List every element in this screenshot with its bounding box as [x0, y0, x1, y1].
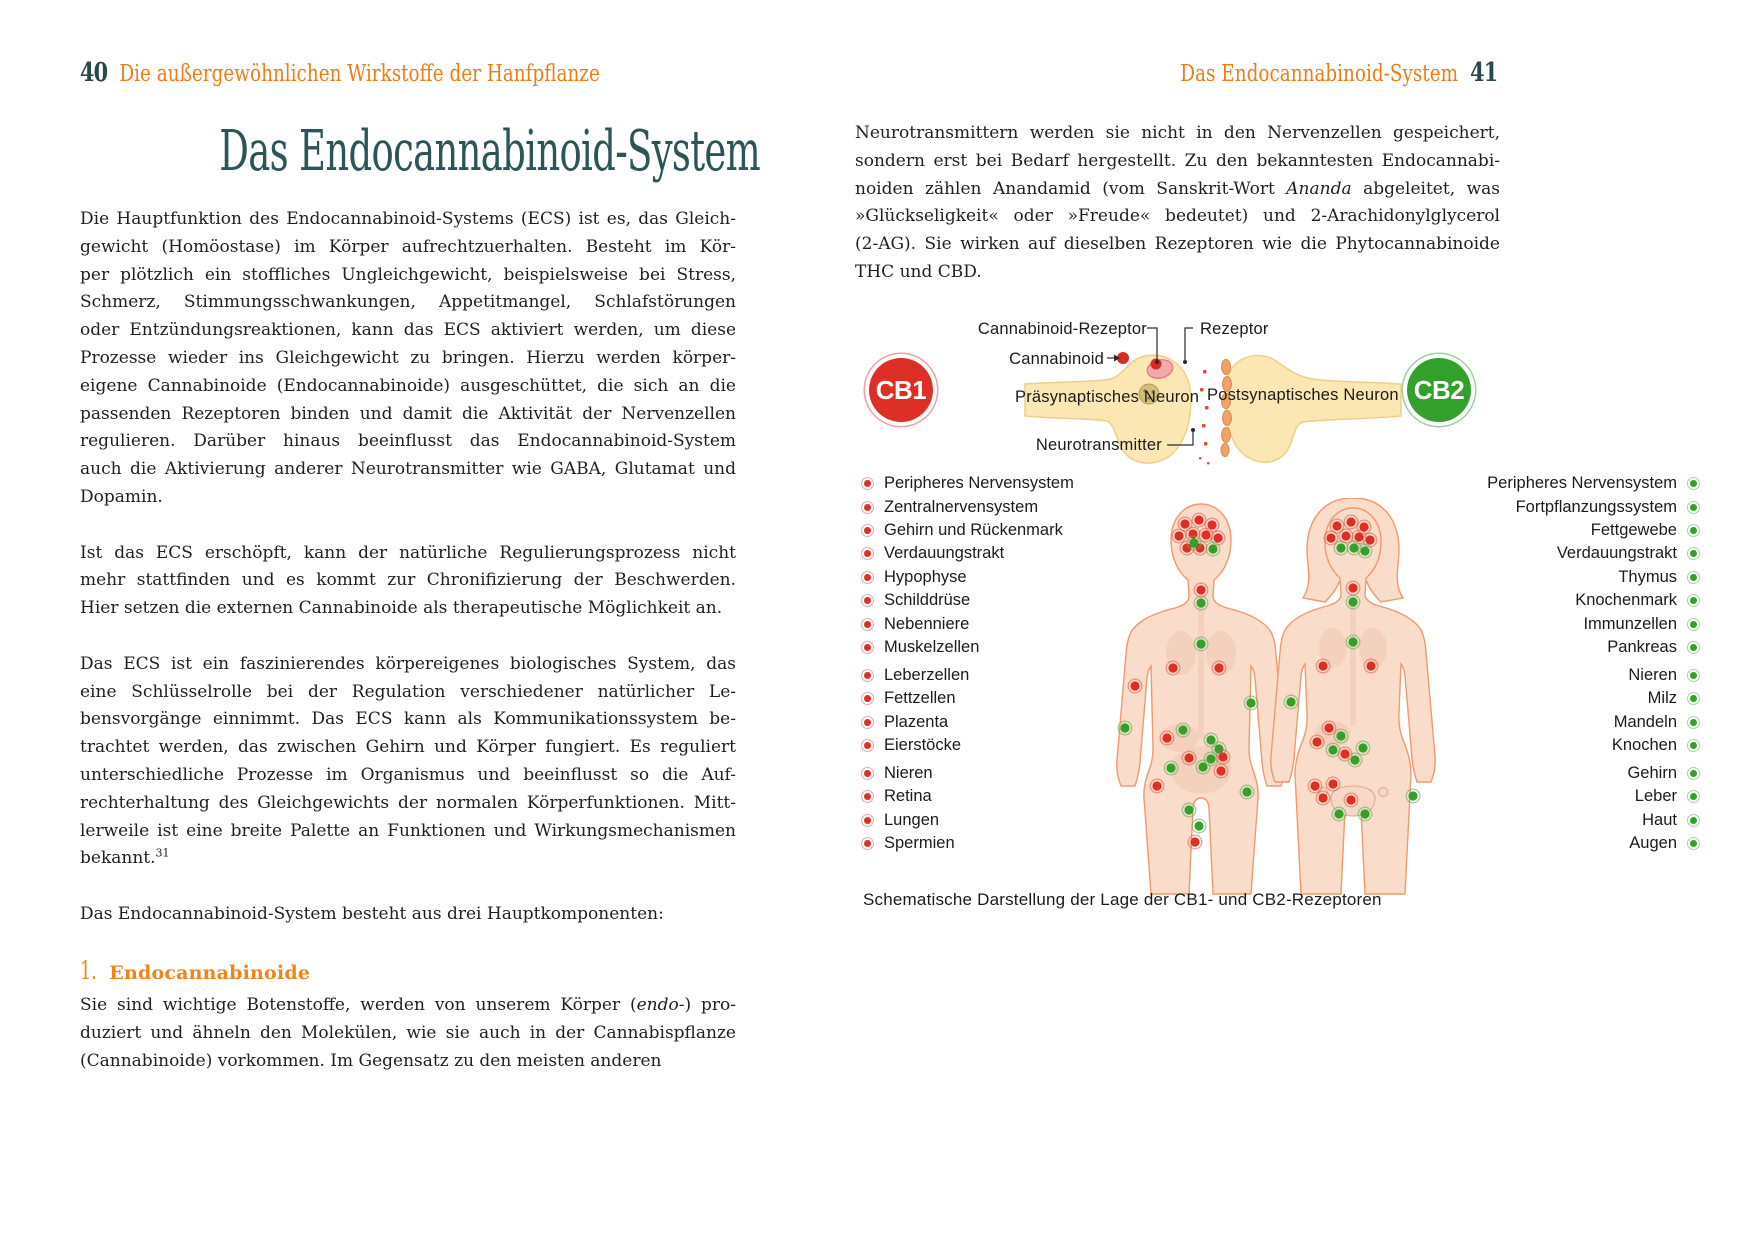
organ-item [861, 519, 1181, 542]
cb2-receptor-dot [1336, 731, 1345, 740]
cb1-receptor-dot [1196, 585, 1205, 594]
cb1-receptor-dot [1312, 737, 1321, 746]
text-line: Schmerz, Stimmungsschwankungen, Appetitmangel, Schlafstörungen [80, 292, 736, 313]
cb1-dot-icon [861, 641, 874, 654]
cb2-dot-icon [1687, 524, 1700, 537]
organ-label: Fortpflanzungssystem [1515, 497, 1677, 516]
text-line: bekannt.$^{31}$ [80, 846, 170, 869]
cb2-dot-icon [1687, 814, 1700, 827]
organ-item [1380, 687, 1700, 710]
paragraph [80, 540, 736, 623]
organ-label: Hypophyse [884, 567, 967, 586]
organ-item [861, 687, 1181, 710]
text-line: (Cannabinoide) vorkommen. Im Gegensatz zu den meisten anderen [80, 1050, 662, 1071]
organ-item [861, 762, 1181, 785]
organ-label: Leber [1634, 787, 1677, 806]
cb1-dot-icon [861, 524, 874, 537]
label-receptor: Rezeptor [1200, 320, 1269, 338]
organ-label: Fettgewebe [1590, 520, 1677, 539]
components-intro: Das Endocannabinoid-System besteht aus drei Hauptkomponenten: [80, 903, 664, 924]
left-page-column [80, 118, 761, 1076]
cb1-dot-icon [861, 477, 874, 490]
cb2-dot-icon [1687, 594, 1700, 607]
organ-label: Fettzellen [884, 689, 956, 708]
organ-label: Verdauungstrakt [884, 544, 1005, 563]
cb1-receptor-dot [1213, 533, 1222, 542]
organ-label: Leberzellen [884, 665, 970, 684]
text-line: Ist das ECS erschöpft, kann der natürliche Regulierungsprozess nicht [80, 542, 736, 563]
organ-label: Lungen [884, 810, 940, 829]
organ-item [1380, 710, 1700, 733]
cb1-receptor-dot [1318, 661, 1327, 670]
label-presynaptic-neuron: Präsynaptisches Neuron [1015, 388, 1200, 406]
neurotransmitter-dots-icon [1199, 370, 1210, 465]
organ-label: Gehirn [1627, 763, 1677, 782]
organ-label: Thymus [1618, 567, 1677, 586]
cb2-receptor-dot [1358, 743, 1367, 752]
running-title-right: Das Endocannabinoid-System [1179, 61, 1458, 87]
organ-group [861, 762, 1181, 856]
organ-label: Plazenta [884, 712, 949, 731]
figure-caption: Schematische Darstellung der Lage der CB1- und CB2-Rezeptoren [863, 890, 1382, 909]
cb1-dot-icon [861, 739, 874, 752]
organ-group [1380, 472, 1700, 659]
organ-label: Pankreas [1607, 637, 1677, 656]
cb1-badge: CB1 [869, 358, 933, 422]
organ-item [861, 785, 1181, 808]
cb2-dot-icon [1687, 692, 1700, 705]
text-line: mehr stattfinden und es kommt zur Chronifizierung der Beschwerden. [80, 570, 736, 591]
text-line: trachtet werden, das zwischen Gehirn und Körper fungiert. Es reguliert [80, 737, 736, 758]
text-line: eigene Cannabinoide (Endocannabinoide) ausgeschüttet, die sich an die [80, 375, 736, 396]
organ-label: Peripheres Nervensystem [1487, 474, 1677, 493]
organ-item [861, 612, 1181, 635]
organ-item [861, 664, 1181, 687]
cb2-receptor-dot [1334, 809, 1343, 818]
cb2-dot-icon [1687, 571, 1700, 584]
organ-item [861, 495, 1181, 518]
text-line: lerweile ist eine breite Palette an Funktionen und Wirkungsmechanismen [80, 820, 736, 841]
cb1-dot-icon [861, 501, 874, 514]
text-line: oder Entzündungsreaktionen, kann das ECS aktiviert werden, um diese [80, 320, 736, 341]
cb1-receptor-dot [1201, 530, 1210, 539]
cb1-receptor-dot [1346, 795, 1355, 804]
cb1-receptor-dot [1184, 753, 1193, 762]
label-postsynaptic-neuron: Postsynaptisches Neuron [1207, 386, 1399, 404]
organ-item [1380, 612, 1700, 635]
cb2-receptor-dot [1198, 762, 1207, 771]
text-line: Die Hauptfunktion des Endocannabinoid-Systems (ECS) ist es, das Gleich- [80, 209, 736, 229]
cb1-dot-icon [861, 571, 874, 584]
label-cannabinoid-receptor: Cannabinoid-Rezeptor [977, 320, 1147, 338]
cb1-receptor-dot [1194, 515, 1203, 524]
cb1-dot-icon [861, 716, 874, 729]
organ-item [1380, 832, 1700, 855]
organ-label: Gehirn und Rückenmark [884, 520, 1063, 539]
cb2-receptor-dot [1328, 745, 1337, 754]
cb1-dot-icon [861, 692, 874, 705]
running-title-left: Die außergewöhnlichen Wirkstoffe der Hanfpflanze [119, 61, 600, 87]
cb1-dot-icon [861, 618, 874, 631]
running-head-right [1091, 58, 1497, 88]
cb2-dot-icon [1687, 739, 1700, 752]
cb2-dot-icon [1687, 547, 1700, 560]
organ-item [861, 542, 1181, 565]
cb1-dot-icon [861, 837, 874, 850]
cb1-dot-icon [861, 669, 874, 682]
cb2-receptor-dot [1336, 543, 1345, 552]
organ-group [861, 472, 1181, 659]
text-line: Sie sind wichtige Botenstoffe, werden von unserem Körper (endo-) pro- [80, 995, 737, 1016]
running-head-left [80, 58, 740, 88]
organ-label: Muskelzellen [884, 637, 980, 656]
text-line: duziert und ähneln den Molekülen, wie sie auch in der Cannabispflanze [80, 1023, 736, 1044]
text-line: Das ECS ist ein faszinierendes körpereigenes biologisches System, das [80, 653, 736, 674]
organ-item [861, 808, 1181, 831]
organ-item [861, 472, 1181, 495]
cb2-dot-icon [1687, 767, 1700, 780]
text-line: Prozesse wieder ins Gleichgewicht zu bringen. Hierzu werden körper- [80, 347, 736, 368]
cb2-dot-icon [1687, 641, 1700, 654]
text-line: noiden zählen Anandamid (vom Sanskrit-Wort Ananda abgeleitet, was [855, 178, 1500, 199]
cb1-receptor-dot [1190, 837, 1199, 846]
page-number-right: 41 [1469, 58, 1497, 88]
cb2-dot-icon [1687, 716, 1700, 729]
cb1-receptor-dot [1180, 519, 1189, 528]
section-heading [80, 957, 736, 989]
organ-item [1380, 472, 1700, 495]
organ-label: Milz [1647, 689, 1677, 708]
organ-group [1380, 664, 1700, 758]
organ-group [861, 664, 1181, 758]
organ-item [861, 832, 1181, 855]
text-line: eine Schlüsselrolle bei der Regulation verschiedener natürlicher Le- [80, 681, 736, 702]
paragraph [80, 206, 736, 512]
cb2-receptor-dot [1189, 538, 1198, 547]
organ-item [1380, 519, 1700, 542]
organ-label: Zentralnervensystem [884, 497, 1039, 516]
cb1-dot-icon [861, 594, 874, 607]
cb2-receptor-dot [1360, 546, 1369, 555]
cb2-receptor-dot [1350, 755, 1359, 764]
cb2-receptor-dot [1360, 809, 1369, 818]
organ-item [1380, 566, 1700, 589]
cb2-receptor-dot [1349, 543, 1358, 552]
organ-item [1380, 808, 1700, 831]
organ-item [861, 589, 1181, 612]
cb2-organ-list [1380, 472, 1700, 860]
organ-label: Knochen [1611, 735, 1677, 754]
text-line: regulieren. Darüber hinaus beeinflusst das Endocannabinoid-System [80, 431, 736, 452]
page-number-left: 40 [80, 58, 108, 88]
cb2-dot-icon [1687, 669, 1700, 682]
organ-item [1380, 542, 1700, 565]
cb1-receptor-dot [1310, 781, 1319, 790]
organ-label: Nieren [1628, 665, 1677, 684]
organ-item [1380, 664, 1700, 687]
cb1-organ-list [861, 472, 1181, 860]
cb2-receptor-dot [1242, 787, 1251, 796]
section-title: Endocannabinoide [109, 961, 311, 984]
label-neurotransmitter: Neurotransmitter [1035, 436, 1162, 454]
organ-item [861, 710, 1181, 733]
section-number: 1. [80, 955, 97, 985]
organ-item [1380, 785, 1700, 808]
organ-label: Nieren [884, 763, 933, 782]
organ-label: Mandeln [1613, 712, 1677, 731]
cb2-receptor-dot [1194, 821, 1203, 830]
paragraph [80, 992, 736, 1075]
organ-item [861, 636, 1181, 659]
cb2-dot-icon [1687, 501, 1700, 514]
cb1-receptor-dot [1324, 723, 1333, 732]
cb2-receptor-dot [1206, 735, 1215, 744]
cb2-receptor-dot [1196, 639, 1205, 648]
text-line: rechterhaltung des Gleichgewichts der normalen Körperfunktionen. Mitt- [80, 792, 736, 813]
text-line: auch die Aktivierung anderer Neurotransmitter wie GABA, Glutamat und [80, 459, 736, 480]
text-line: sondern erst bei Bedarf hergestellt. Zu den bekanntesten Endocannabi- [855, 150, 1500, 171]
cb2-badge: CB2 [1407, 358, 1471, 422]
text-line: per plötzlich ein stoffliches Ungleichgewicht, beispielsweise bei Stress, [80, 264, 736, 285]
cb2-receptor-dot [1348, 637, 1357, 646]
text-line: Hier setzen die externen Cannabinoide als therapeutische Möglichkeit an. [80, 598, 723, 619]
cb2-dot-icon [1687, 837, 1700, 850]
cb1-receptor-dot [1218, 752, 1227, 761]
cb1-dot-icon [861, 814, 874, 827]
text-line: Dopamin. [80, 486, 163, 507]
cb2-receptor-dot [1196, 598, 1205, 607]
cb1-receptor-dot [1328, 779, 1337, 788]
organ-item [861, 734, 1181, 757]
cb1-dot-icon [861, 547, 874, 560]
cb1-receptor-dot [1326, 533, 1335, 542]
organ-item [1380, 636, 1700, 659]
organ-label: Haut [1642, 810, 1677, 829]
organ-label: Retina [884, 787, 932, 806]
organ-label: Augen [1629, 834, 1677, 853]
text-line: passenden Rezeptoren binden und damit die Aktivität der Nervenzellen [80, 403, 736, 424]
organ-item [1380, 762, 1700, 785]
text-line: (2-AG). Sie wirken auf dieselben Rezeptoren wie die Phytocannabinoide [855, 234, 1500, 255]
cb2-dot-icon [1687, 477, 1700, 490]
text-line: bensvorgänge einnimmt. Das ECS kann als Kommunikationssystem be- [80, 709, 736, 730]
organ-label: Spermien [884, 834, 955, 853]
organ-label: Peripheres Nervensystem [884, 474, 1074, 493]
text-line: gewicht (Homöostase) im Körper aufrechtzuerhalten. Besteht im Kör- [80, 236, 736, 257]
cb1-dot-icon [861, 790, 874, 803]
cb1-receptor-dot [1341, 531, 1350, 540]
cb1-dot-icon [861, 767, 874, 780]
cb1-receptor-dot [1354, 532, 1363, 541]
cb1-receptor-dot [1216, 766, 1225, 775]
receptor-figure [855, 312, 1700, 924]
cb2-receptor-dot [1286, 697, 1295, 706]
cb1-receptor-dot [1365, 535, 1374, 544]
cb1-receptor-dot [1346, 517, 1355, 526]
cb1-receptor-dot [1318, 793, 1327, 802]
organ-group [1380, 762, 1700, 856]
cb1-receptor-dot [1214, 663, 1223, 672]
organ-label: Eierstöcke [884, 735, 962, 754]
organ-label: Schilddrüse [884, 591, 971, 610]
chapter-title: Das Endocannabinoid-System [219, 119, 761, 184]
organ-item [1380, 495, 1700, 518]
organ-item [1380, 589, 1700, 612]
text-line: Neurotransmittern werden sie nicht in den Nervenzellen gespeichert, [855, 123, 1500, 143]
label-cannabinoid: Cannabinoid [1009, 350, 1104, 368]
organ-label: Immunzellen [1583, 614, 1677, 633]
cb1-receptor-dot [1332, 521, 1341, 530]
text-line: THC und CBD. [855, 261, 982, 282]
organ-item [1380, 734, 1700, 757]
cb2-dot-icon [1687, 790, 1700, 803]
paragraph [855, 120, 1500, 287]
organ-label: Verdauungstrakt [1556, 544, 1677, 563]
cb2-receptor-dot [1184, 805, 1193, 814]
text-line: unterschiedliche Prozesse im Organismus und beeinflusst so die Auf- [80, 764, 736, 785]
cb2-receptor-dot [1208, 544, 1217, 553]
organ-item [861, 566, 1181, 589]
organ-label: Knochenmark [1575, 591, 1677, 610]
cb1-receptor-dot [1348, 583, 1357, 592]
paragraph [80, 651, 736, 873]
organ-label: Nebenniere [884, 614, 970, 633]
right-page-column [855, 120, 1500, 287]
cb2-dot-icon [1687, 618, 1700, 631]
cb1-receptor-dot [1366, 661, 1375, 670]
postsynaptic-neuron-shape [1225, 356, 1401, 463]
text-line: »Glückseligkeit« oder »Freude« bedeutet) und 2-Arachidonylglycerol [855, 206, 1500, 227]
cb2-receptor-dot [1348, 597, 1357, 606]
